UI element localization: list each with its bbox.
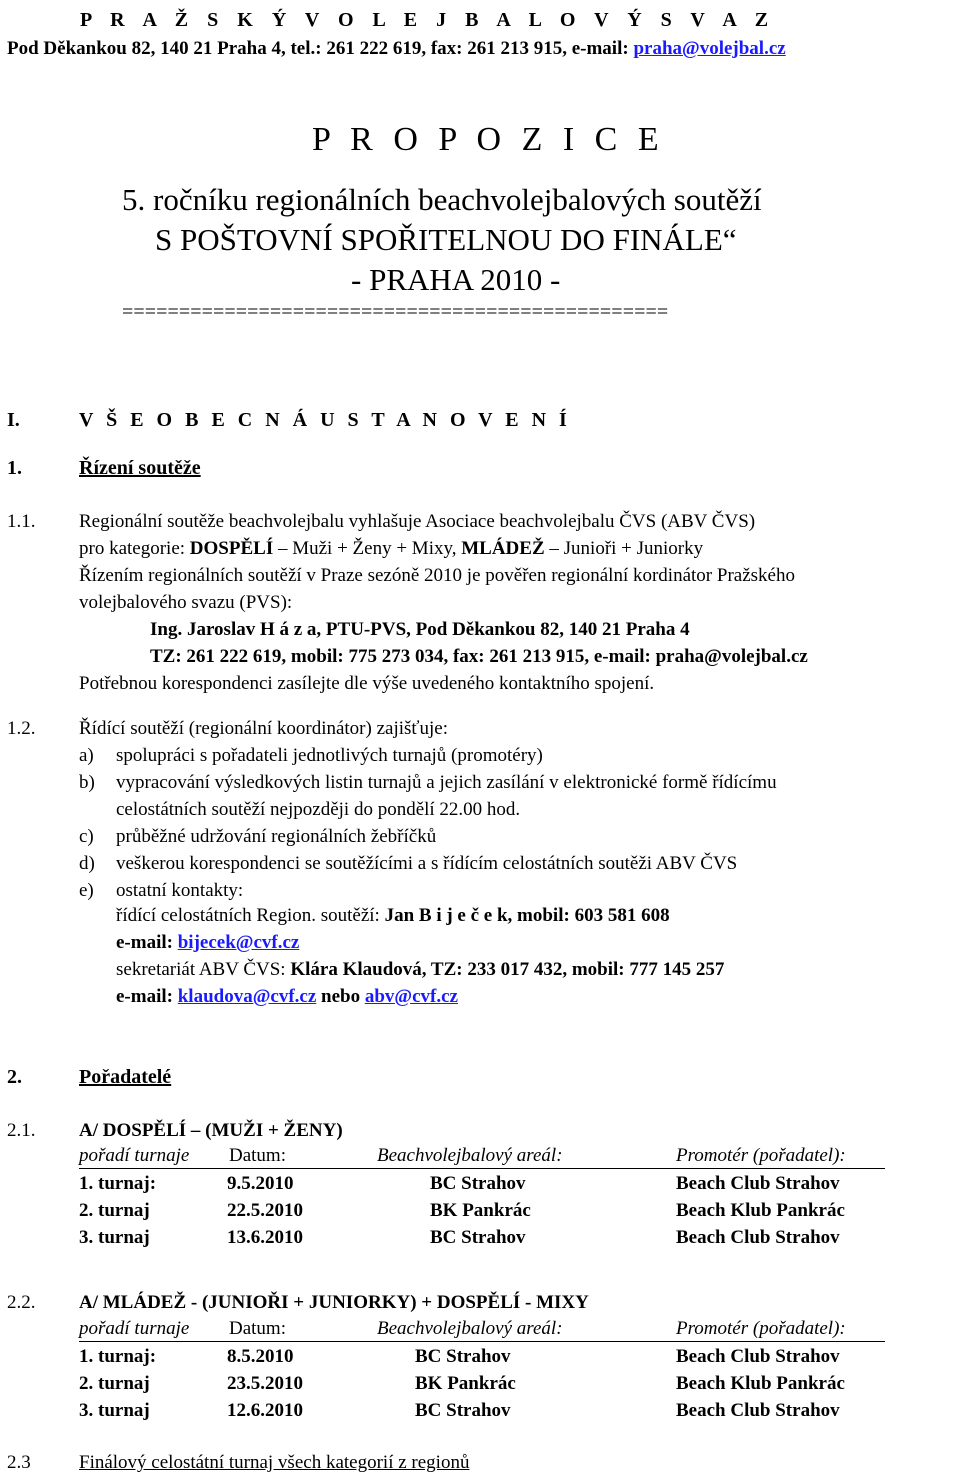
- p12-b-text-2: celostátních soutěží nejpozději do pondělí 22.00 hod.: [116, 799, 521, 820]
- title-line-1: 5. ročníku regionálních beachvolejbalových soutěží: [122, 182, 762, 217]
- p11-number: 1.1.: [7, 511, 36, 532]
- org-email-link[interactable]: praha@volejbal.cz: [633, 38, 786, 59]
- contact-secretariat-email: [116, 987, 458, 1006]
- p12-b-text: vypracování výsledkových listin turnajů a jejich zasílání v elektronické formě řídícímu: [116, 772, 777, 793]
- p12-d-text: veškerou korespondenci se soutěžícími a s řídícím celostátních soutěži ABV ČVS: [116, 853, 738, 874]
- block-22-table: [79, 1347, 889, 1427]
- table-cell: BC Strahov: [430, 1173, 526, 1194]
- block-21-table: [79, 1174, 889, 1254]
- block-21-header-row: [79, 1146, 885, 1169]
- email-label: e-mail:: [116, 932, 178, 953]
- header-order: pořadí turnaje: [79, 1145, 190, 1166]
- org-address: [7, 39, 786, 58]
- p11-line-5: Potřebnou korespondenci zasílejte dle výše uvedeného kontaktního spojení.: [79, 673, 655, 694]
- category-adults: DOSPĚLÍ: [189, 538, 274, 559]
- contact-national-prefix: řídící celostátních Region. soutěží:: [116, 905, 385, 926]
- table-cell: BC Strahov: [430, 1227, 526, 1248]
- table-cell: 9.5.2010: [227, 1173, 294, 1194]
- section-2-title: Pořadatelé: [79, 1066, 172, 1088]
- p11-adults-detail: Muži + Ženy + Mixy,: [292, 538, 462, 559]
- table-cell: 1. turnaj:: [79, 1346, 157, 1367]
- table-cell: 1. turnaj:: [79, 1173, 157, 1194]
- p12-a-label: a): [79, 745, 94, 766]
- table-cell: 2. turnaj: [79, 1200, 150, 1221]
- p12-a-text: spolupráci s pořadateli jednotlivých turnajů (promotéry): [116, 745, 543, 766]
- block-22-number: 2.2.: [7, 1292, 36, 1313]
- contact-national-name: Jan B i j e č e k, mobil: 603 581 608: [384, 905, 670, 926]
- p12-c-label: c): [79, 826, 94, 847]
- org-address-text: Pod Děkankou 82, 140 21 Praha 4, tel.: 261 222 619, fax: 261 213 915, e-mail:: [7, 38, 634, 59]
- header-date: Datum:: [229, 1318, 286, 1339]
- p12-e-text: ostatní kontakty:: [116, 880, 244, 901]
- block-21-number: 2.1.: [7, 1120, 36, 1141]
- email-link-bijecek[interactable]: bijecek@cvf.cz: [177, 932, 300, 953]
- p12-b-label: b): [79, 772, 95, 793]
- table-cell: 3. turnaj: [79, 1400, 150, 1421]
- block-23-title: Finálový celostátní turnaj všech kategorií z regionů: [79, 1452, 470, 1473]
- email-link-klaudova[interactable]: klaudova@cvf.cz: [177, 986, 317, 1007]
- document-title: P R O P O Z I C E: [312, 121, 665, 158]
- header-venue: Beachvolejbalový areál:: [377, 1318, 563, 1339]
- p11-youth-detail: – Junioři + Juniorky: [544, 538, 704, 559]
- p12-line-1: Řídící soutěží (regionální koordinátor) zajišťuje:: [79, 718, 449, 739]
- header-venue: Beachvolejbalový areál:: [377, 1145, 563, 1166]
- table-cell: Beach Club Strahov: [676, 1346, 840, 1367]
- contact-secretariat-name: Klára Klaudová, TZ: 233 017 432, mobil: 777 145 257: [290, 959, 725, 980]
- table-cell: 8.5.2010: [227, 1346, 294, 1367]
- table-cell: 3. turnaj: [79, 1227, 150, 1248]
- email-label-2: e-mail:: [116, 986, 178, 1007]
- table-cell: 23.5.2010: [227, 1373, 303, 1394]
- subsection-1-title: Řízení soutěže: [79, 457, 201, 479]
- header-date: Datum:: [229, 1145, 286, 1166]
- p11-line-1: Regionální soutěže beachvolejbalu vyhlašuje Asociace beachvolejbalu ČVS (ABV ČVS): [79, 511, 756, 532]
- table-cell: BC Strahov: [415, 1346, 511, 1367]
- table-cell: 12.6.2010: [227, 1400, 303, 1421]
- header-promoter: Promotér (pořadatel):: [676, 1318, 846, 1339]
- block-23-number: 2.3: [7, 1452, 31, 1473]
- contact-secretariat: [116, 960, 724, 979]
- org-name: P R A Ž S K Ý V O L E J B A L O V Ý S V A Z: [80, 9, 776, 31]
- title-separator: ================================================: [122, 301, 669, 323]
- p12-e-label: e): [79, 880, 94, 901]
- table-cell: Beach Club Strahov: [676, 1227, 840, 1248]
- p11-line-4: volejbalového svazu (PVS):: [79, 592, 293, 613]
- title-line-2: S POŠTOVNÍ SPOŘITELNOU DO FINÁLE“: [155, 222, 737, 257]
- table-cell: 13.6.2010: [227, 1227, 303, 1248]
- p11-contact-2: TZ: 261 222 619, mobil: 775 273 034, fax: 261 213 915, e-mail: praha@volejbal.cz: [150, 646, 808, 667]
- contact-secretariat-prefix: sekretariát ABV ČVS:: [116, 959, 291, 980]
- table-cell: BC Strahov: [415, 1400, 511, 1421]
- contact-national-email: [116, 933, 299, 952]
- title-line-3: - PRAHA 2010 -: [351, 262, 561, 297]
- email-or: nebo: [316, 986, 365, 1007]
- p11-line-2: [79, 539, 703, 558]
- section-2-number: 2.: [7, 1066, 22, 1088]
- table-cell: Beach Club Strahov: [676, 1400, 840, 1421]
- section-1-title: V Š E O B E C N Á U S T A N O V E N Í: [79, 409, 569, 431]
- section-1-number: I.: [7, 409, 20, 431]
- block-22-header-row: [79, 1319, 885, 1342]
- table-cell: Beach Club Strahov: [676, 1173, 840, 1194]
- block-21-title: A/ DOSPĚLÍ – (MUŽI + ŽENY): [79, 1120, 343, 1141]
- p11-line-2-prefix: pro kategorie:: [79, 538, 190, 559]
- p12-d-label: d): [79, 853, 95, 874]
- block-22-title: A/ MLÁDEŽ - (JUNIOŘI + JUNIORKY) + DOSPĚLÍ - MIXY: [79, 1292, 589, 1313]
- p12-number: 1.2.: [7, 718, 36, 739]
- p11-line-3: Řízením regionálních soutěží v Praze sezóně 2010 je pověřen regionální kordinátor Pražského: [79, 565, 795, 586]
- header-order: pořadí turnaje: [79, 1318, 190, 1339]
- table-cell: Beach Klub Pankrác: [676, 1373, 845, 1394]
- table-cell: BK Pankrác: [415, 1373, 516, 1394]
- table-cell: Beach Klub Pankrác: [676, 1200, 845, 1221]
- table-cell: 22.5.2010: [227, 1200, 303, 1221]
- p11-dash: –: [273, 538, 293, 559]
- table-cell: BK Pankrác: [430, 1200, 531, 1221]
- contact-national: [116, 906, 670, 925]
- email-link-abv[interactable]: abv@cvf.cz: [364, 986, 458, 1007]
- table-cell: 2. turnaj: [79, 1373, 150, 1394]
- header-promoter: Promotér (pořadatel):: [676, 1145, 846, 1166]
- subsection-1-number: 1.: [7, 457, 22, 479]
- category-youth: MLÁDEŽ: [461, 538, 545, 559]
- p12-c-text: průběžné udržování regionálních žebříčků: [116, 826, 437, 847]
- p11-contact-1: Ing. Jaroslav H á z a, PTU-PVS, Pod Děkankou 82, 140 21 Praha 4: [150, 619, 690, 640]
